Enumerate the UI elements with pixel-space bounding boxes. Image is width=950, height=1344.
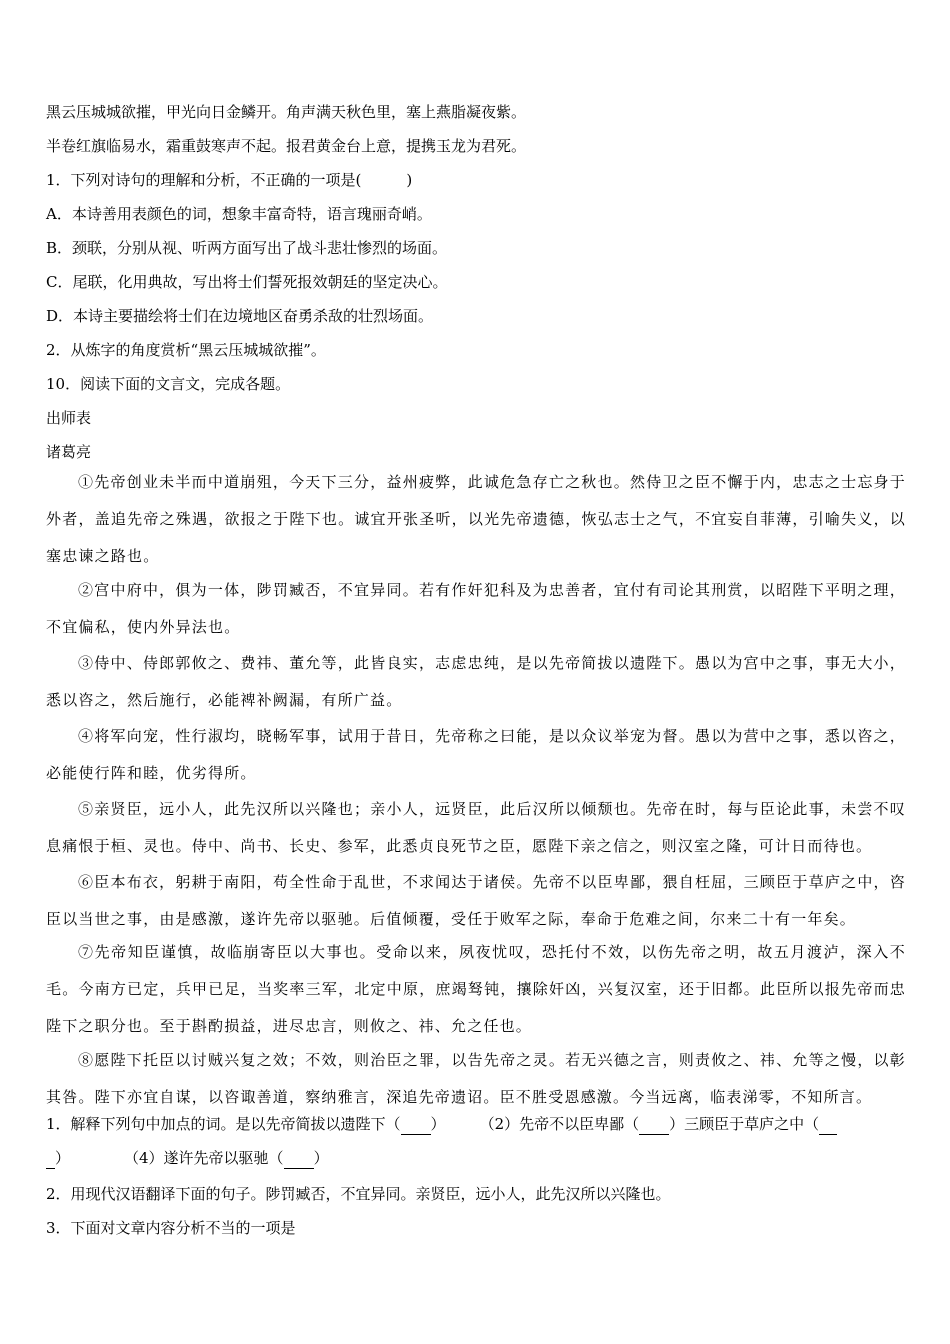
q1-text-d: ）三顾臣于草庐之中（: [669, 1115, 820, 1133]
option-a: A．本诗善用表颜色的词，想象丰富奇特，语言瑰丽奇峭。: [46, 205, 432, 223]
question-10-1: [46, 1114, 837, 1135]
question-10-3: 3．下面对文章内容分析不当的一项是: [46, 1219, 296, 1237]
passage-paragraph-6: ⑥臣本布衣，躬耕于南阳，苟全性命于乱世，不求闻达于诸侯。先帝不以臣卑鄙，猥自枉屈，三顾臣于草庐之中，咨臣以当世之事，由是感激，遂许先帝以驱驰。后值倾覆，受任于败军之际，奉命于危难之间，尔来二十有一年矣。: [46, 873, 906, 928]
passage-author: 诸葛亮: [46, 443, 92, 461]
question-9-2: 2．从炼字的角度赏析“黑云压城城欲摧”。: [46, 341, 326, 359]
answer-blank-4[interactable]: [284, 1148, 314, 1169]
poem-line-1: 黑云压城城欲摧，甲光向日金鳞开。角声满天秋色里，塞上燕脂凝夜紫。: [46, 103, 527, 121]
option-c: C．尾联，化用典故，写出将士们誓死报效朝廷的坚定决心。: [46, 273, 448, 291]
q1-text-g: ）: [313, 1149, 329, 1167]
q1-text-a: 1．解释下列句中加点的词。是以先帝简拔以遗陛下（: [46, 1115, 401, 1133]
passage-paragraph-5: ⑤亲贤臣，远小人，此先汉所以兴隆也；亲小人，远贤臣，此后汉所以倾颓也。先帝在时，每与臣论此事，未尝不叹息痛恨于桓、灵也。侍中、尚书、长史、参军，此悉贞良死节之臣，愿陛下亲之信之，则汉室之隆，可计日而待也。: [46, 800, 906, 855]
passage-paragraph-8: ⑧愿陛下托臣以讨贼兴复之效；不效，则治臣之罪，以告先帝之灵。若无兴德之言，则责攸之、祎、允等之慢，以彰其咎。陛下亦宜自谋，以咨诹善道，察纳雅言，深追先帝遗诏。臣不胜受恩感激。今当远离，临表涕零，不知所言。: [46, 1051, 906, 1106]
answer-blank-1[interactable]: [401, 1114, 431, 1135]
passage-paragraph-3: ③侍中、侍郎郭攸之、费祎、董允等，此皆良实，志虑忠纯，是以先帝简拔以遗陛下。愚以为宫中之事，事无大小，悉以咨之，然后施行，必能裨补阙漏，有所广益。: [46, 654, 906, 709]
q1-text-f: （4）遂许先帝以驱驰（: [124, 1149, 284, 1167]
q1-text-b: ）: [430, 1115, 446, 1133]
q1-text-c: （2）先帝不以臣卑鄙（: [479, 1115, 640, 1133]
answer-blank-3-cont[interactable]: [46, 1148, 55, 1169]
passage-paragraph-1: ①先帝创业未半而中道崩殂，今天下三分，益州疲弊，此诚危急存亡之秋也。然侍卫之臣不懈于内，忠志之士忘身于外者，盖追先帝之殊遇，欲报之于陛下也。诚宜开张圣听，以光先帝遗德，恢弘志士之气，不宜妄自菲薄，引喻失义，以塞忠谏之路也。: [46, 473, 906, 565]
question-10-intro: 10．阅读下面的文言文，完成各题。: [46, 375, 291, 393]
passage-paragraph-4: ④将军向宠，性行淑均，晓畅军事，试用于昔日，先帝称之曰能，是以众议举宠为督。愚以为营中之事，悉以咨之，必能使行阵和睦，优劣得所。: [46, 727, 906, 782]
answer-blank-3[interactable]: [819, 1114, 837, 1135]
answer-blank-2[interactable]: [639, 1114, 669, 1135]
passage-paragraph-2: ②宫中府中，俱为一体，陟罚臧否，不宜异同。若有作奸犯科及为忠善者，宜付有司论其刑赏，以昭陛下平明之理，不宜偏私，使内外异法也。: [46, 581, 906, 636]
passage-paragraph-7: ⑦先帝知臣谨慎，故临崩寄臣以大事也。受命以来，夙夜忧叹，恐托付不效，以伤先帝之明，故五月渡泸，深入不毛。今南方已定，兵甲已足，当奖率三军，北定中原，庶竭驽钝，攘除奸凶，兴复汉室，还于旧都。此臣所以报先帝而忠陛下之职分也。至于斟酌损益，进尽忠言，则攸之、祎、允之任也。: [46, 943, 906, 1035]
option-d: D．本诗主要描绘将士们在边境地区奋勇杀敌的壮烈场面。: [46, 307, 434, 325]
question-9-1: 1．下列对诗句的理解和分析，不正确的一项是( ): [46, 171, 413, 189]
option-b: B．颈联，分别从视、听两方面写出了战斗悲壮惨烈的场面。: [46, 239, 448, 257]
question-10-1-cont: [46, 1148, 329, 1169]
poem-line-2: 半卷红旗临易水，霜重鼓寒声不起。报君黄金台上意，提携玉龙为君死。: [46, 137, 527, 155]
question-10-2: 2．用现代汉语翻译下面的句子。陟罚臧否，不宜异同。亲贤臣，远小人，此先汉所以兴隆也。: [46, 1185, 671, 1203]
passage-title: 出师表: [46, 409, 92, 427]
q1-text-e: ）: [55, 1149, 71, 1167]
